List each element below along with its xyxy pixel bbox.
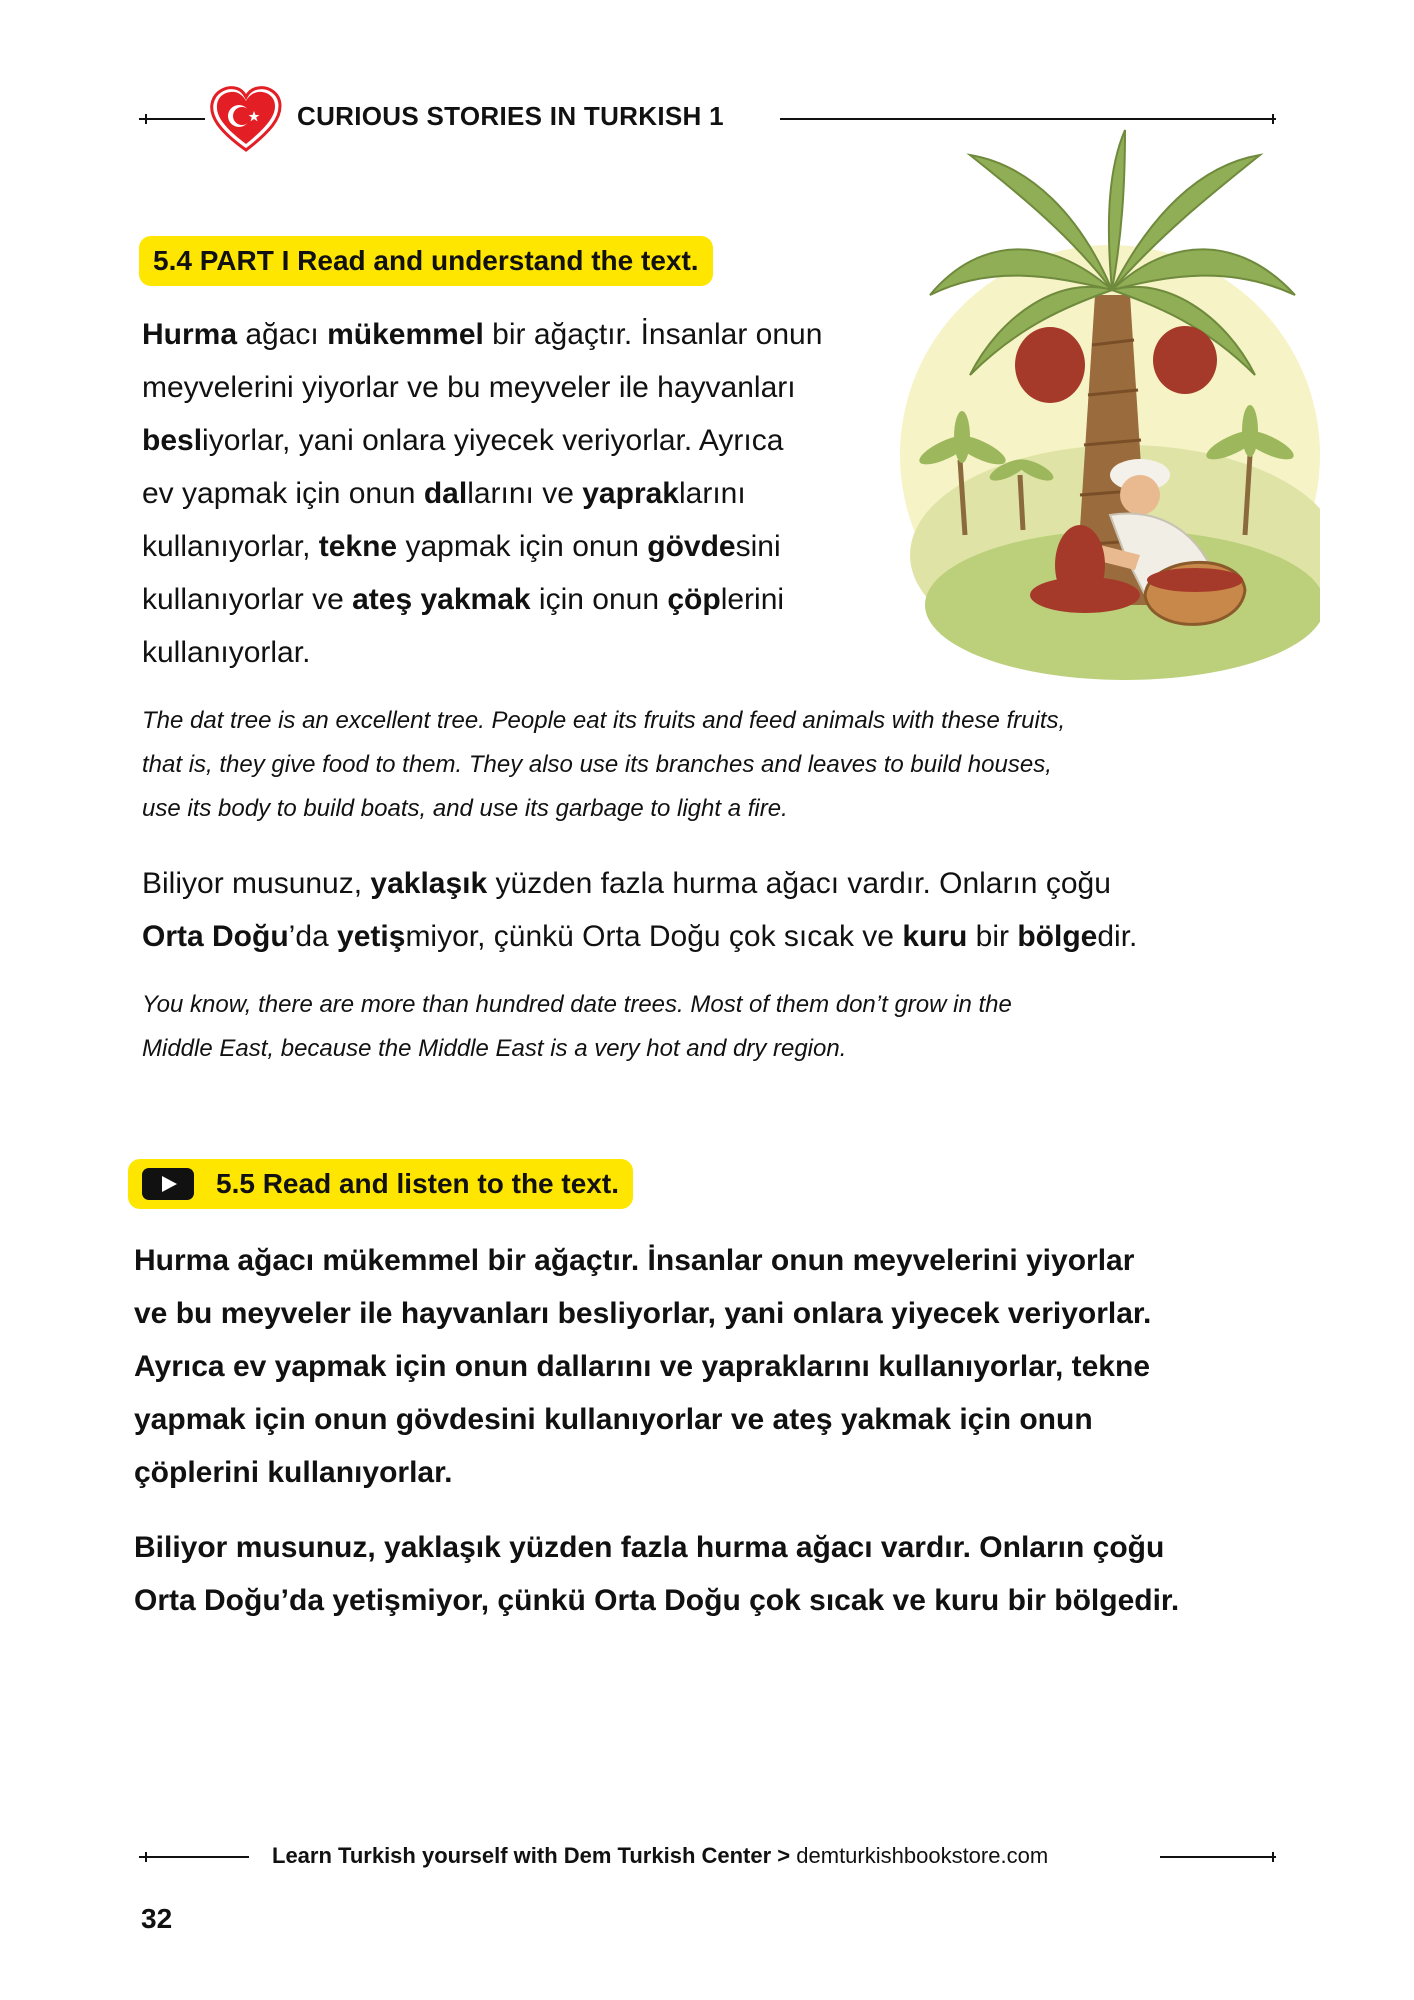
book-title: CURIOUS STORIES IN TURKISH 1 — [297, 101, 724, 131]
text-line: The dat tree is an excellent tree. People eat its fruits and feed animals with these fruits, — [142, 707, 1066, 734]
date-palm-illustration — [900, 125, 1320, 685]
text-segment: lerini — [720, 583, 785, 616]
vocab-word: dal — [423, 477, 468, 510]
turkish-flag-heart-icon — [208, 84, 284, 154]
text-line: that is, they give food to them. They also use its branches and leaves to build houses, — [142, 751, 1052, 778]
vocab-word: yaklaşık — [370, 867, 488, 900]
text-segment: bir ağaçtır. İnsanlar onun — [483, 318, 823, 351]
text-segment: Biliyor musunuz, — [142, 867, 371, 900]
text-segment: dir. — [1097, 920, 1138, 953]
text-segment: yüzden fazla hurma ağacı vardır. Onların çoğu — [487, 867, 1111, 900]
vocab-word: Orta Doğu — [142, 920, 289, 953]
text-line — [142, 414, 922, 467]
vocab-word: gövde — [647, 530, 736, 563]
vocab-word: mükemmel — [327, 318, 484, 351]
play-icon[interactable] — [142, 1168, 194, 1200]
vocab-word: çöp — [667, 583, 721, 616]
text-line: çöplerini kullanıyorlar. — [134, 1456, 453, 1489]
vocab-word: kuru — [902, 920, 968, 953]
footer-tagline: Learn Turkish yourself with Dem Turkish Center — [272, 1843, 772, 1868]
text-line — [142, 626, 922, 679]
text-line: Biliyor musunuz, yaklaşık yüzden fazla hurma ağacı vardır. Onların çoğu — [134, 1531, 1165, 1564]
text-segment: miyor, çünkü Orta Doğu çok sıcak ve — [405, 920, 903, 953]
text-line — [142, 361, 922, 414]
text-segment: meyvelerini yiyorlar ve bu meyveler ile hayvanları — [142, 371, 796, 404]
vocab-word: yetiş — [337, 920, 406, 953]
text-segment: için onun — [530, 583, 668, 616]
english-translation-1 — [142, 699, 1292, 831]
text-line — [142, 573, 922, 626]
footer-rule-tick — [1272, 1852, 1274, 1862]
header-rule-tick — [1272, 114, 1274, 124]
turkish-paragraph-2 — [142, 857, 1292, 963]
text-line — [142, 308, 922, 361]
text-line: Ayrıca ev yapmak için onun dallarını ve yapraklarını kullanıyorlar, tekne — [134, 1350, 1151, 1383]
section-label-5-4: 5.4 PART I Read and understand the text. — [139, 236, 713, 286]
footer-rule-tick — [145, 1852, 147, 1862]
vocab-word: tekne — [318, 530, 398, 563]
text-segment: yapmak için onun — [397, 530, 648, 563]
header-rule-right — [780, 118, 1276, 120]
header-rule-left — [139, 118, 205, 120]
text-line — [142, 857, 1292, 910]
vocab-word: ateş yakmak — [352, 583, 531, 616]
text-line: ve bu meyveler ile hayvanları besliyorlar, yani onlara yiyecek veriyorlar. — [134, 1297, 1152, 1330]
footer-arrow: > — [771, 1843, 797, 1868]
text-segment: ev yapmak için onun — [142, 477, 424, 510]
text-segment: ağacı — [237, 318, 328, 351]
text-line: Orta Doğu’da yetişmiyor, çünkü Orta Doğu çok sıcak ve kuru bir bölgedir. — [134, 1584, 1180, 1617]
text-segment: kullanıyorlar ve — [142, 583, 353, 616]
section-label-text: 5.5 Read and listen to the text. — [216, 1168, 619, 1199]
listening-paragraph-1 — [134, 1234, 1314, 1499]
english-translation-2 — [142, 983, 1292, 1071]
footer-rule-left — [139, 1856, 249, 1858]
text-segment: kullanıyorlar. — [142, 636, 311, 669]
footer-text — [272, 1843, 1048, 1869]
footer-rule-right — [1160, 1856, 1276, 1858]
vocab-word: besl — [142, 424, 203, 457]
text-segment: iyorlar, yani onlara yiyecek veriyorlar. Ayrıca — [202, 424, 784, 457]
footer-website-link[interactable]: demturkishbookstore.com — [796, 1843, 1049, 1868]
vocab-word: yaprak — [582, 477, 679, 510]
text-segment: ’da — [288, 920, 338, 953]
text-segment: sini — [735, 530, 781, 563]
text-line — [142, 520, 922, 573]
text-line: You know, there are more than hundred date trees. Most of them don’t grow in the — [142, 991, 1012, 1018]
vocab-word: bölge — [1017, 920, 1098, 953]
section-label-5-5 — [128, 1159, 633, 1209]
text-line: Hurma ağacı mükemmel bir ağaçtır. İnsanlar onun meyvelerini yiyorlar — [134, 1244, 1135, 1277]
text-segment: larını ve — [467, 477, 583, 510]
text-line: Middle East, because the Middle East is a very hot and dry region. — [142, 1035, 847, 1062]
vocab-word: Hurma — [142, 318, 238, 351]
page-number: 32 — [141, 1903, 173, 1934]
listening-paragraph-2 — [134, 1521, 1314, 1627]
header-rule-tick — [145, 114, 147, 124]
turkish-paragraph-1 — [142, 308, 922, 679]
text-segment: larını — [679, 477, 746, 510]
text-line — [142, 910, 1292, 963]
text-line: use its body to build boats, and use its garbage to light a fire. — [142, 795, 788, 822]
text-segment: kullanıyorlar, — [142, 530, 319, 563]
text-line — [142, 467, 922, 520]
text-line: yapmak için onun gövdesini kullanıyorlar ve ateş yakmak için onun — [134, 1403, 1093, 1436]
text-segment: bir — [967, 920, 1018, 953]
